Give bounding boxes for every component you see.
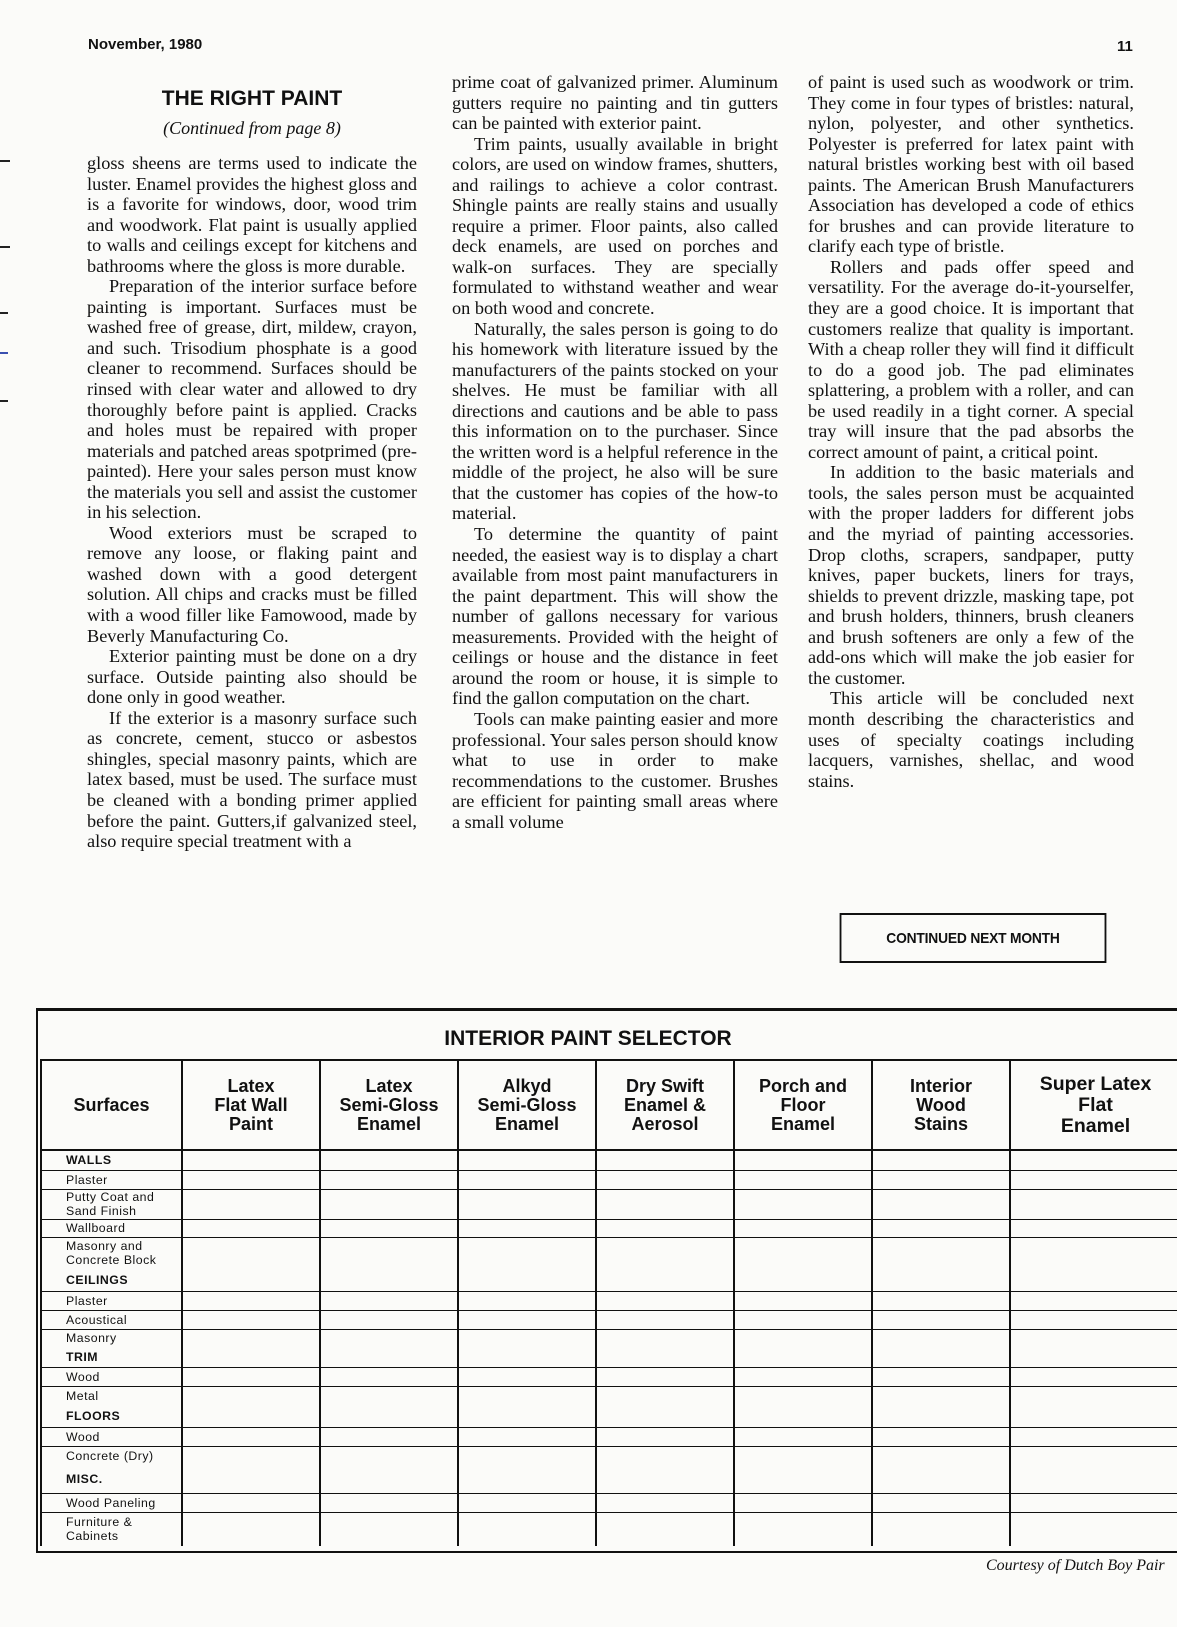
surface-row — [41, 1446, 1177, 1465]
selector-cell — [458, 1512, 596, 1546]
selector-cell — [182, 1367, 320, 1386]
selector-cell — [596, 1446, 734, 1465]
surfaces-header: Surfaces — [41, 1060, 182, 1150]
surface-row — [41, 1237, 1177, 1269]
selector-cell — [182, 1329, 320, 1347]
selector-cell — [182, 1269, 320, 1291]
courtesy-credit: Courtesy of Dutch Boy Pair — [986, 1557, 1165, 1574]
selector-cell — [182, 1493, 320, 1512]
selector-cell — [320, 1493, 458, 1512]
selector-cell — [320, 1150, 458, 1170]
selector-cell — [1010, 1329, 1177, 1347]
selector-cell — [596, 1150, 734, 1170]
selector-cell — [734, 1367, 872, 1386]
surface-row — [41, 1329, 1177, 1347]
selector-cell — [872, 1405, 1010, 1427]
selector-cell — [320, 1237, 458, 1269]
selector-cell — [872, 1446, 1010, 1465]
page-number: 11 — [1117, 38, 1133, 55]
selector-cell — [734, 1386, 872, 1405]
surface-group-row — [41, 1405, 1177, 1427]
selector-cell — [1010, 1427, 1177, 1446]
selector-cell — [1010, 1237, 1177, 1269]
selector-cell — [1010, 1150, 1177, 1170]
surface-label: Plaster — [41, 1170, 182, 1189]
paint-type-header: Latex Flat Wall Paint — [182, 1060, 320, 1150]
selector-cell — [596, 1189, 734, 1219]
selector-cell — [596, 1347, 734, 1367]
selector-cell — [458, 1329, 596, 1347]
selector-cell — [734, 1405, 872, 1427]
selector-cell — [734, 1512, 872, 1546]
selector-cell — [596, 1269, 734, 1291]
selector-cell — [320, 1405, 458, 1427]
selector-cell — [1010, 1386, 1177, 1405]
selector-cell — [320, 1512, 458, 1546]
selector-cell — [872, 1310, 1010, 1329]
selector-cell — [182, 1150, 320, 1170]
selector-cell — [458, 1150, 596, 1170]
surface-label: Masonry and Concrete Block — [41, 1237, 182, 1269]
selector-cell — [320, 1347, 458, 1367]
selector-cell — [1010, 1219, 1177, 1237]
selector-cell — [872, 1269, 1010, 1291]
paint-type-header: Interior Wood Stains — [872, 1060, 1010, 1150]
surface-row — [41, 1367, 1177, 1386]
continued-next-month-box: CONTINUED NEXT MONTH — [840, 913, 1107, 963]
selector-cell — [1010, 1405, 1177, 1427]
surface-row — [41, 1189, 1177, 1219]
surface-row — [41, 1170, 1177, 1189]
selector-cell — [458, 1493, 596, 1512]
surface-group-row — [41, 1465, 1177, 1493]
selector-cell — [458, 1347, 596, 1367]
selector-cell — [1010, 1446, 1177, 1465]
selector-cell — [320, 1427, 458, 1446]
selector-title: INTERIOR PAINT SELECTOR — [444, 1027, 732, 1050]
selector-cell — [182, 1170, 320, 1189]
selector-cell — [734, 1427, 872, 1446]
selector-cell — [1010, 1367, 1177, 1386]
surface-row — [41, 1219, 1177, 1237]
selector-cell — [872, 1427, 1010, 1446]
selector-cell — [1010, 1269, 1177, 1291]
selector-cell — [596, 1367, 734, 1386]
selector-cell — [320, 1291, 458, 1310]
selector-cell — [596, 1427, 734, 1446]
selector-cell — [734, 1150, 872, 1170]
article-title: THE RIGHT PAINT — [161, 87, 343, 110]
article-paragraph: gloss sheens are terms used to indicate the luster. Enamel provides the highest gloss and is a favorite for windows, door, wood trim and woodwork. Flat paint is usually applied to walls and ceilings except for kitchens and bathrooms where the gloss is more durable. — [87, 153, 417, 276]
surface-row — [41, 1386, 1177, 1405]
selector-cell — [458, 1405, 596, 1427]
selector-cell — [596, 1512, 734, 1546]
selector-cell — [458, 1269, 596, 1291]
surface-group-label: WALLS — [41, 1150, 182, 1170]
article-paragraph: Trim paints, usually available in bright colors, are used on window frames, shutters, and railings to achieve a color contrast. Shingle paints are really stains and usually require a primer. Floor paints, also called deck enamels, are used on porches and walk-on surfaces. They are specially formulated to withstand weather and wear on both wood and concrete. — [452, 133, 778, 319]
selector-cell — [458, 1291, 596, 1310]
binding-marks — [0, 0, 12, 1627]
selector-cell — [182, 1347, 320, 1367]
selector-cell — [596, 1329, 734, 1347]
surface-group-label: FLOORS — [41, 1405, 182, 1427]
article-paragraph: Wood exteriors must be scraped to remove any loose, or flaking paint and washed down with a good detergent solution. All chips and cracks must be filled with a wood filler like Famowood, made by Beverly Manufacturing Co. — [87, 522, 417, 646]
paint-type-header: Latex Semi-Gloss Enamel — [320, 1060, 458, 1150]
selector-cell — [1010, 1170, 1177, 1189]
selector-cell — [1010, 1512, 1177, 1546]
article-paragraph: Rollers and pads offer speed and versatility. For the average do-it-yourselfer, they are a good choice. It is important that customers realize that quality is important. With a cheap roller they will find it difficult to do a good job. The pad eliminates splattering, a problem with a roller, and can be used readily in a tight corner. A special tray will insure that the pad absorbs the correct amount of paint, a critical point. — [808, 256, 1134, 462]
selector-cell — [734, 1219, 872, 1237]
selector-cell — [1010, 1291, 1177, 1310]
selector-cell — [320, 1329, 458, 1347]
surface-label: Furniture & Cabinets — [41, 1512, 182, 1546]
selector-cell — [182, 1310, 320, 1329]
selector-cell — [458, 1427, 596, 1446]
article-paragraph: prime coat of galvanized primer. Aluminum gutters require no painting and tin gutters can be painted with exterior paint. — [452, 72, 778, 134]
article-paragraph: This article will be concluded next month describing the characteristics and uses of specialty coatings including lacquers, varnishes, shellac, and wood stains. — [808, 688, 1134, 791]
selector-cell — [182, 1291, 320, 1310]
selector-cell — [458, 1367, 596, 1386]
paint-type-header: Dry Swift Enamel & Aerosol — [596, 1060, 734, 1150]
selector-cell — [320, 1465, 458, 1493]
surface-label: Wood — [41, 1427, 182, 1446]
selector-cell — [596, 1219, 734, 1237]
paint-type-header: Alkyd Semi-Gloss Enamel — [458, 1060, 596, 1150]
selector-cell — [182, 1465, 320, 1493]
surface-label: Putty Coat and Sand Finish — [41, 1189, 182, 1219]
selector-cell — [182, 1427, 320, 1446]
surface-row — [41, 1493, 1177, 1512]
selector-cell — [1010, 1493, 1177, 1512]
article-paragraph: To determine the quantity of paint needed, the easiest way is to display a chart available from most paint manufacturers in the paint department. This will show the number of gallons necessary for various measurements. Provided with the height of ceilings or house and the distance in feet around the room or house, it is simple to find the gallon computation on the chart. — [452, 524, 778, 709]
article-paragraph: Naturally, the sales person is going to do his homework with literature issued by the manufacturers of the paints stocked on your shelves. He must be familiar with all directions and cautions and be able to pass this information on to the purchaser. Since the written word is a helpful reference in the middle of the project, he also will be sure that the customer has copies of the how-to material. — [452, 318, 778, 524]
selector-cell — [320, 1367, 458, 1386]
article-column-3 — [808, 72, 1134, 791]
article-paragraph: In addition to the basic materials and tools, the sales person must be acquainted with the proper ladders for different jobs and the myriad of painting accessories. Drop cloths, scrapers, sandpaper, putty knives, paper buckets, liners for trays, shields to prevent drizzle, masking tape, pot and brush holders, thinners, brush cleaners and brush softeners are only a few of the add-ons which will make the job easier for the customer. — [808, 462, 1134, 688]
selector-cell — [1010, 1310, 1177, 1329]
article-paragraph: If the exterior is a masonry surface such as concrete, cement, stucco or asbestos shingles, special masonry paints, which are latex based, must be used. The surface must be cleaned with a bonding primer applied before the paint. Gutters,if galvanized steel, also require special treatment with a — [87, 707, 417, 852]
selector-cell — [734, 1329, 872, 1347]
selector-cell — [320, 1446, 458, 1465]
selector-cell — [872, 1465, 1010, 1493]
surface-group-row — [41, 1269, 1177, 1291]
selector-cell — [872, 1347, 1010, 1367]
selector-cell — [458, 1386, 596, 1405]
selector-cell — [182, 1386, 320, 1405]
surface-label: Wood Paneling — [41, 1493, 182, 1512]
surface-label: Masonry — [41, 1329, 182, 1347]
article-column-2 — [452, 72, 778, 832]
selector-cell — [734, 1237, 872, 1269]
surface-row — [41, 1427, 1177, 1446]
article-column-1 — [87, 72, 417, 852]
selector-cell — [872, 1512, 1010, 1546]
selector-cell — [734, 1269, 872, 1291]
selector-cell — [734, 1347, 872, 1367]
surface-label: Acoustical — [41, 1310, 182, 1329]
selector-cell — [1010, 1347, 1177, 1367]
selector-cell — [872, 1291, 1010, 1310]
selector-cell — [596, 1170, 734, 1189]
selector-cell — [1010, 1465, 1177, 1493]
selector-cell — [1010, 1189, 1177, 1219]
article-paragraph: of paint is used such as woodwork or trim. They come in four types of bristles: natural, nylon, polyester, and other synthetics. Polyester is preferred for latex paint with natural bristles working best with oil based paints. The American Brush Manufacturers Association has developed a code of ethics for brushes and can provide literature to clarify each type of bristle. — [808, 72, 1134, 257]
selector-cell — [320, 1269, 458, 1291]
interior-paint-selector — [36, 1008, 1177, 1553]
selector-cell — [182, 1405, 320, 1427]
surface-label: Metal — [41, 1386, 182, 1405]
surface-label: Concrete (Dry) — [41, 1446, 182, 1465]
selector-cell — [734, 1189, 872, 1219]
selector-cell — [458, 1237, 596, 1269]
selector-cell — [182, 1189, 320, 1219]
selector-cell — [182, 1512, 320, 1546]
selector-cell — [458, 1189, 596, 1219]
selector-cell — [596, 1405, 734, 1427]
selector-cell — [872, 1237, 1010, 1269]
selector-cell — [872, 1329, 1010, 1347]
surface-group-row — [41, 1150, 1177, 1170]
selector-cell — [734, 1446, 872, 1465]
selector-cell — [458, 1170, 596, 1189]
surface-group-label: MISC. — [41, 1465, 182, 1493]
selector-cell — [734, 1170, 872, 1189]
selector-cell — [320, 1386, 458, 1405]
selector-cell — [596, 1237, 734, 1269]
selector-cell — [596, 1291, 734, 1310]
paint-type-header: Porch and Floor Enamel — [734, 1060, 872, 1150]
surface-label: Wood — [41, 1367, 182, 1386]
selector-cell — [872, 1150, 1010, 1170]
selector-cell — [458, 1310, 596, 1329]
selector-cell — [320, 1189, 458, 1219]
selector-cell — [872, 1170, 1010, 1189]
selector-cell — [872, 1189, 1010, 1219]
surface-label: Wallboard — [41, 1219, 182, 1237]
selector-cell — [596, 1310, 734, 1329]
selector-cell — [596, 1493, 734, 1512]
selector-table — [40, 1059, 1177, 1546]
selector-cell — [320, 1170, 458, 1189]
selector-cell — [458, 1446, 596, 1465]
selector-cell — [734, 1465, 872, 1493]
selector-cell — [458, 1465, 596, 1493]
article-paragraph: Tools can make painting easier and more professional. Your sales person should know what to use in order to make recommendations to the customer. Brushes are efficient for painting small areas where a small volume — [452, 708, 778, 832]
issue-date: November, 1980 — [88, 36, 203, 53]
selector-cell — [182, 1237, 320, 1269]
selector-cell — [182, 1446, 320, 1465]
article-paragraph: Exterior painting must be done on a dry surface. Outside painting also should be done only in good weather. — [87, 646, 417, 708]
surface-group-label: TRIM — [41, 1347, 182, 1367]
selector-cell — [872, 1386, 1010, 1405]
selector-cell — [872, 1367, 1010, 1386]
selector-cell — [458, 1219, 596, 1237]
selector-cell — [320, 1310, 458, 1329]
surface-group-row — [41, 1347, 1177, 1367]
selector-cell — [734, 1291, 872, 1310]
selector-cell — [734, 1310, 872, 1329]
selector-cell — [596, 1465, 734, 1493]
surface-group-label: CEILINGS — [41, 1269, 182, 1291]
surface-label: Plaster — [41, 1291, 182, 1310]
article-paragraph: Preparation of the interior surface before painting is important. Surfaces must be washed free of grease, dirt, mildew, crayon, and such. Trisodium phosphate is a good cleaner to recommend. Surfaces should be rinsed with clear water and allowed to dry thoroughly before paint is applied. Cracks and holes must be repaired with proper materials and patched areas spotprimed (pre-painted). Here your sales person must know the materials you sell and assist the customer in his selection. — [87, 276, 417, 523]
surface-row — [41, 1512, 1177, 1546]
surface-row — [41, 1291, 1177, 1310]
paint-type-header: Super Latex Flat Enamel — [1010, 1060, 1177, 1150]
selector-cell — [182, 1219, 320, 1237]
article-subtitle: (Continued from page 8) — [163, 118, 341, 138]
selector-cell — [872, 1219, 1010, 1237]
surface-row — [41, 1310, 1177, 1329]
selector-cell — [596, 1386, 734, 1405]
selector-cell — [734, 1493, 872, 1512]
selector-cell — [320, 1219, 458, 1237]
selector-cell — [872, 1493, 1010, 1512]
